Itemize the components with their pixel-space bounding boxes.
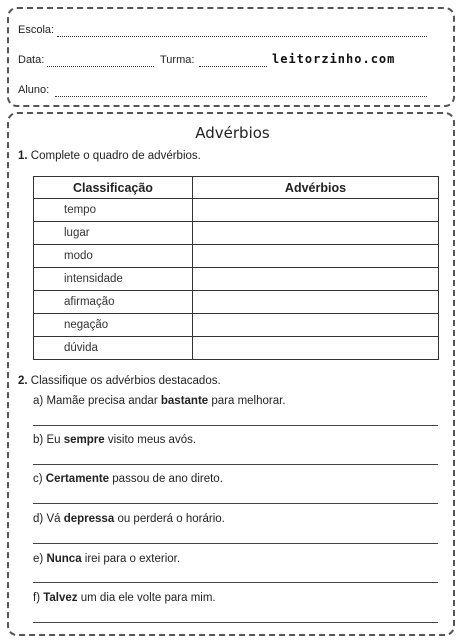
item-text-pre: Vá <box>46 513 61 525</box>
question-1 <box>18 150 201 162</box>
question-1-text: Complete o quadro de advérbios. <box>30 150 201 162</box>
item-text-pre: Eu <box>46 434 61 446</box>
row-label: negação <box>34 314 193 337</box>
item-adverb: sempre <box>63 434 105 446</box>
data-label: Data: <box>18 54 45 66</box>
question-1-number: 1. <box>18 150 28 162</box>
item-a <box>33 395 286 407</box>
escola-label: Escola: <box>18 24 55 36</box>
item-text-post: visito meus avós. <box>107 434 197 446</box>
aluno-field[interactable] <box>55 96 427 97</box>
row-label: dúvida <box>34 337 193 360</box>
item-f <box>33 592 216 604</box>
answer-line-e[interactable] <box>33 582 438 583</box>
answer-cell[interactable] <box>193 222 439 245</box>
escola-field[interactable] <box>57 36 427 37</box>
answer-line-b[interactable] <box>33 464 438 465</box>
item-adverb: Talvez <box>43 592 78 604</box>
item-text-post: passou de ano direto. <box>112 473 223 485</box>
item-e <box>33 553 180 565</box>
row-label: lugar <box>34 222 193 245</box>
item-adverb: Certamente <box>45 473 110 485</box>
turma-label: Turma: <box>160 54 195 66</box>
answer-line-c[interactable] <box>33 503 438 504</box>
answer-cell[interactable] <box>193 268 439 291</box>
answer-cell[interactable] <box>193 245 439 268</box>
row-label: tempo <box>34 199 193 222</box>
table-row <box>34 222 439 245</box>
item-text-post: um dia ele volte para mim. <box>80 592 216 604</box>
adverbs-table <box>33 176 439 360</box>
item-d <box>33 513 225 525</box>
page-title: Advérbios <box>195 124 270 142</box>
question-2-text: Classifique os advérbios destacados. <box>30 375 221 387</box>
item-text-post: ou perderá o horário. <box>117 513 225 525</box>
answer-line-a[interactable] <box>33 425 438 426</box>
item-letter: c) <box>33 473 43 485</box>
item-b <box>33 434 196 446</box>
header-adverbios: Advérbios <box>193 177 439 199</box>
table-row <box>34 268 439 291</box>
table-header-row <box>34 177 439 199</box>
table-row <box>34 245 439 268</box>
table-row <box>34 199 439 222</box>
row-label: modo <box>34 245 193 268</box>
item-text-post: irei para o exterior. <box>84 553 181 565</box>
answer-cell[interactable] <box>193 291 439 314</box>
item-adverb: bastante <box>160 395 209 407</box>
item-letter: a) <box>33 395 44 407</box>
site-logo: leitorzinho.com <box>272 52 396 66</box>
question-2-number: 2. <box>18 375 28 387</box>
item-adverb: depressa <box>63 513 115 525</box>
answer-line-f[interactable] <box>33 622 438 623</box>
item-adverb: Nunca <box>46 553 82 565</box>
item-c <box>33 473 223 485</box>
question-2 <box>18 375 221 387</box>
item-text-pre: Mamãe precisa andar <box>46 395 158 407</box>
answer-cell[interactable] <box>193 199 439 222</box>
answer-cell[interactable] <box>193 337 439 360</box>
item-letter: b) <box>33 434 44 446</box>
data-field[interactable] <box>47 66 154 67</box>
row-label: intensidade <box>34 268 193 291</box>
answer-cell[interactable] <box>193 314 439 337</box>
header-classificacao: Classificação <box>34 177 193 199</box>
row-label: afirmação <box>34 291 193 314</box>
table-row <box>34 291 439 314</box>
item-text-post: para melhorar. <box>211 395 286 407</box>
aluno-label: Aluno: <box>18 84 50 96</box>
answer-line-d[interactable] <box>33 543 438 544</box>
item-letter: f) <box>33 592 41 604</box>
table-row <box>34 314 439 337</box>
item-letter: d) <box>33 513 44 525</box>
table-row <box>34 337 439 360</box>
item-letter: e) <box>33 553 44 565</box>
turma-field[interactable] <box>199 66 267 67</box>
